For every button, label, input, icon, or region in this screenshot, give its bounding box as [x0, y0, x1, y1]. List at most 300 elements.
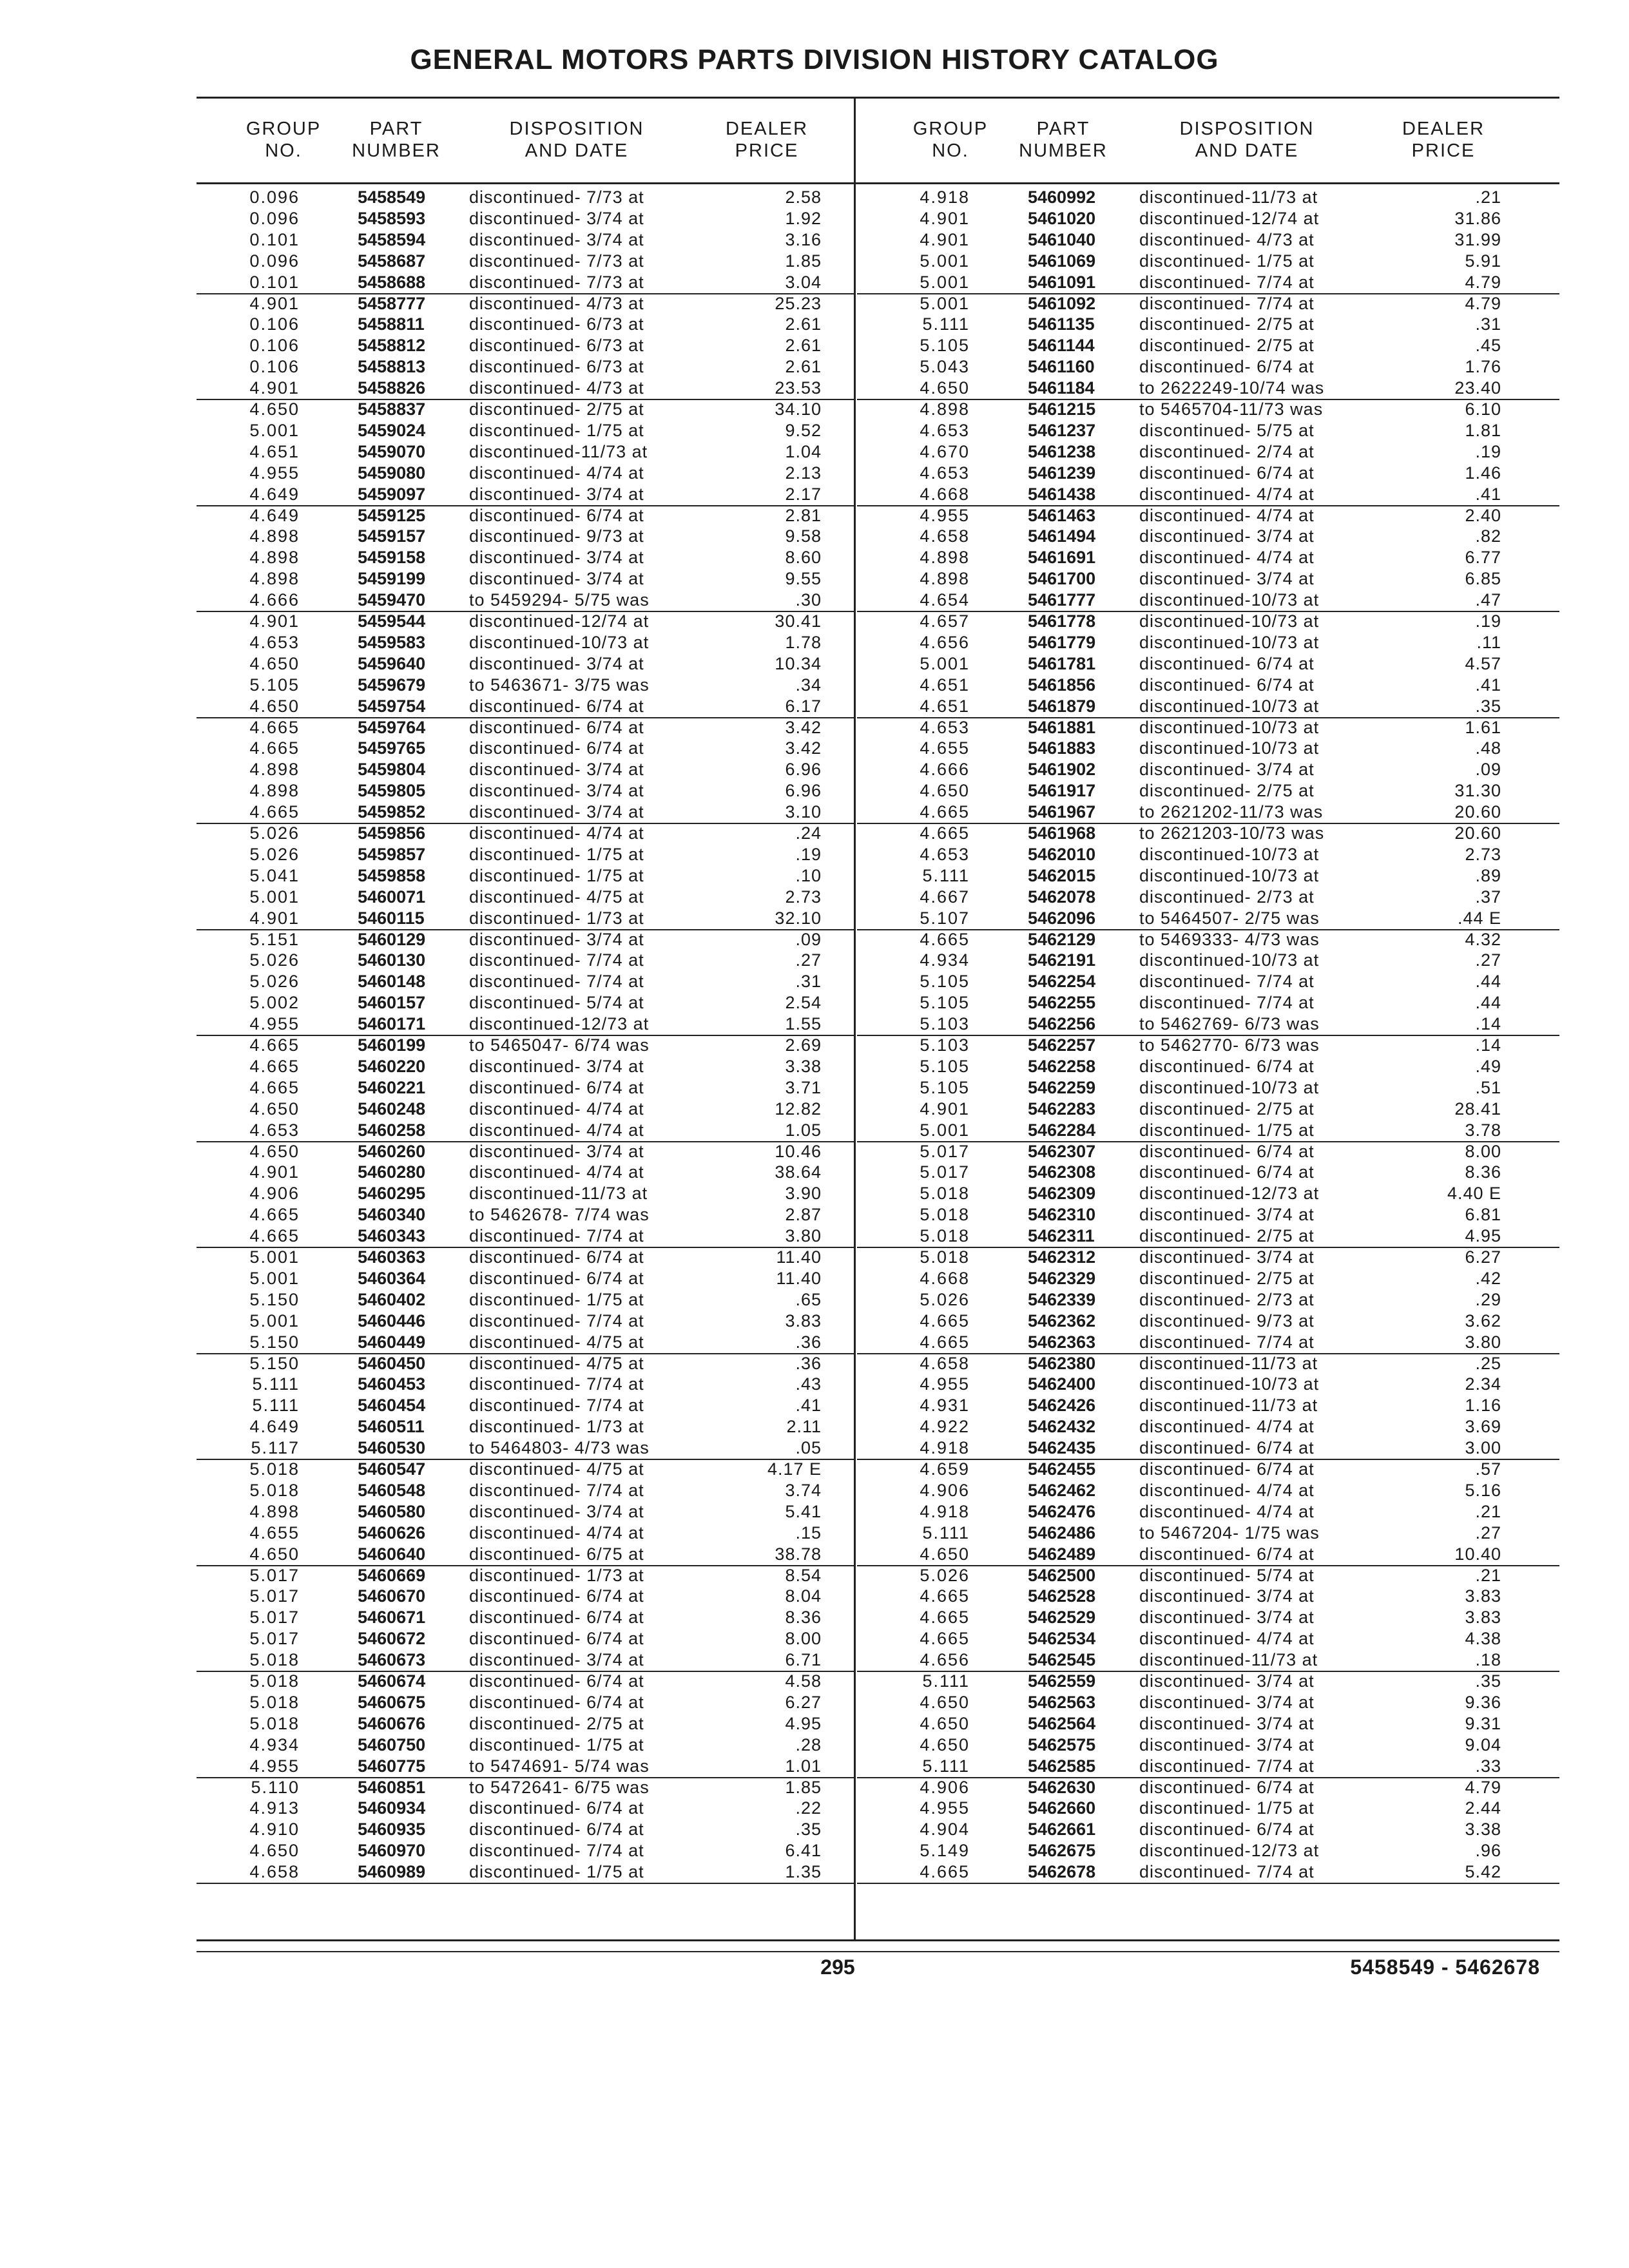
table-row — [857, 441, 1559, 463]
table-row — [857, 526, 1559, 547]
dealer-price: 10.46 — [775, 1141, 822, 1161]
disposition: discontinued- 2/75 at — [1139, 1099, 1315, 1119]
dealer-price: 1.46 — [1465, 463, 1501, 483]
group-no: 4.650 — [920, 1544, 970, 1564]
dealer-price: 25.23 — [775, 293, 822, 313]
part-number: 5462661 — [1028, 1820, 1096, 1840]
disposition: discontinued-12/74 at — [469, 611, 650, 631]
table-row — [857, 1247, 1559, 1268]
part-number: 5461135 — [1028, 314, 1095, 334]
dealer-price: 2.81 — [785, 505, 822, 525]
disposition: discontinued- 7/74 at — [1139, 1756, 1315, 1776]
group-no: 4.650 — [920, 781, 970, 801]
group-no: 4.665 — [249, 1205, 300, 1225]
disposition: discontinued-12/73 at — [1139, 1184, 1320, 1204]
dealer-price: .82 — [1475, 526, 1501, 546]
disposition: discontinued-12/73 at — [469, 1014, 650, 1034]
group-no: 5.117 — [251, 1438, 300, 1458]
table-row — [857, 1353, 1559, 1374]
dealer-price: .37 — [1475, 887, 1501, 907]
part-number: 5459805 — [358, 781, 426, 801]
disposition: discontinued- 4/74 at — [469, 463, 644, 483]
part-number: 5458813 — [358, 357, 426, 377]
disposition: to 5469333- 4/73 was — [1139, 929, 1320, 949]
part-number: 5461091 — [1028, 272, 1096, 292]
dealer-price: 8.36 — [785, 1608, 822, 1628]
table-row — [197, 441, 854, 463]
group-no: 4.658 — [920, 526, 970, 546]
part-number: 5458549 — [358, 187, 426, 207]
group-no: 5.001 — [249, 420, 300, 440]
table-row — [197, 675, 854, 696]
disposition: discontinued- 3/74 at — [469, 484, 644, 504]
disposition: discontinued- 4/73 at — [1139, 229, 1315, 249]
part-number: 5462191 — [1028, 950, 1096, 970]
part-number: 5462500 — [1028, 1565, 1096, 1585]
table-row — [857, 1311, 1559, 1332]
dealer-price: .19 — [1475, 611, 1501, 631]
disposition: discontinued-10/73 at — [1139, 696, 1320, 716]
disposition: discontinued- 7/74 at — [469, 1374, 644, 1394]
dealer-price: 2.69 — [785, 1035, 822, 1055]
table-row — [857, 1861, 1559, 1884]
disposition: discontinued- 4/74 at — [1139, 1417, 1315, 1437]
group-no: 4.955 — [249, 1756, 300, 1776]
part-number: 5460248 — [358, 1099, 426, 1119]
table-row — [857, 611, 1559, 632]
part-number: 5460295 — [358, 1184, 426, 1204]
part-number: 5462534 — [1028, 1629, 1096, 1649]
dealer-price: 30.41 — [775, 611, 822, 631]
table-row — [857, 1480, 1559, 1501]
table-row — [857, 844, 1559, 865]
dealer-price: 8.60 — [785, 548, 822, 568]
disposition: discontinued- 4/73 at — [469, 293, 644, 313]
dealer-price: .31 — [1475, 314, 1501, 334]
part-number: 5462675 — [1028, 1841, 1096, 1861]
group-no: 4.918 — [920, 187, 970, 207]
disposition: to 5472641- 6/75 was — [469, 1777, 650, 1797]
part-number: 5461881 — [1028, 717, 1096, 737]
dealer-price: 3.83 — [785, 1311, 822, 1331]
part-number: 5462010 — [1028, 844, 1096, 864]
group-no: 4.955 — [920, 505, 970, 525]
table-row — [197, 653, 854, 675]
table-row — [197, 780, 854, 802]
table-row — [197, 696, 854, 718]
dealer-price: 11.40 — [776, 1247, 822, 1267]
table-row — [197, 802, 854, 824]
group-no: 4.665 — [920, 1629, 970, 1649]
table-row — [857, 717, 1559, 738]
part-number: 5460130 — [358, 950, 426, 970]
dealer-price: .36 — [795, 1353, 822, 1373]
right-header-part: PART NUMBER — [1019, 119, 1108, 161]
disposition: discontinued- 6/74 at — [469, 505, 644, 525]
dealer-price: 2.61 — [785, 336, 822, 356]
dealer-price: .44 — [1475, 972, 1501, 992]
page-number: 295 — [820, 1956, 855, 1979]
dealer-price: 9.58 — [785, 526, 822, 546]
disposition: discontinued- 1/75 at — [469, 844, 644, 864]
dealer-price: .14 — [1475, 1014, 1501, 1034]
group-no: 0.096 — [249, 251, 300, 271]
table-row — [857, 1162, 1559, 1183]
group-no: 5.017 — [920, 1162, 970, 1182]
disposition: discontinued- 6/74 at — [469, 1268, 644, 1288]
part-number: 5462564 — [1028, 1713, 1096, 1733]
disposition: discontinued- 6/74 at — [469, 696, 644, 716]
part-number: 5459544 — [358, 611, 426, 631]
disposition: discontinued- 2/75 at — [1139, 314, 1315, 334]
part-number: 5460675 — [358, 1692, 426, 1712]
part-number: 5462310 — [1028, 1205, 1096, 1225]
table-row — [197, 1395, 854, 1416]
group-no: 5.001 — [920, 293, 970, 313]
group-no: 5.111 — [922, 1756, 970, 1776]
group-no: 5.026 — [249, 972, 300, 992]
disposition: discontinued- 7/74 at — [1139, 1332, 1315, 1352]
part-number: 5460115 — [358, 908, 425, 928]
part-number: 5462486 — [1028, 1523, 1096, 1542]
part-number: 5460260 — [358, 1141, 426, 1161]
dealer-price: 8.04 — [785, 1586, 822, 1606]
part-number: 5462528 — [1028, 1586, 1096, 1606]
group-no: 5.150 — [249, 1289, 300, 1309]
dealer-price: 4.95 — [785, 1713, 822, 1733]
table-row — [197, 1162, 854, 1183]
dealer-price: 3.38 — [785, 1056, 822, 1076]
part-number: 5460992 — [1028, 187, 1096, 207]
disposition: to 5463671- 3/75 was — [469, 675, 650, 695]
dealer-price: 3.90 — [785, 1184, 822, 1204]
table-row — [857, 1756, 1559, 1778]
disposition: discontinued- 3/74 at — [469, 569, 644, 589]
part-number: 5460258 — [358, 1120, 426, 1140]
dealer-price: .96 — [1475, 1841, 1501, 1861]
disposition: discontinued- 6/74 at — [469, 1671, 644, 1691]
group-no: 5.149 — [920, 1841, 970, 1861]
disposition: discontinued- 1/75 at — [469, 1735, 644, 1754]
part-number: 5460449 — [358, 1332, 426, 1352]
part-number: 5460221 — [358, 1077, 426, 1097]
table-row — [857, 1014, 1559, 1036]
part-number: 5462462 — [1028, 1480, 1096, 1500]
group-no: 4.650 — [920, 1735, 970, 1754]
table-row — [857, 1437, 1559, 1460]
part-number: 5462078 — [1028, 887, 1096, 907]
part-number: 5460669 — [358, 1565, 426, 1585]
group-no: 4.650 — [249, 1544, 300, 1564]
table-row — [857, 378, 1559, 400]
group-no: 4.656 — [920, 632, 970, 652]
dealer-price: 6.77 — [1465, 548, 1501, 568]
table-row — [197, 950, 854, 971]
table-row — [857, 229, 1559, 251]
dealer-price: 6.96 — [785, 760, 822, 780]
dealer-price: 3.78 — [1465, 1120, 1501, 1140]
part-number: 5459856 — [358, 823, 426, 843]
disposition: discontinued- 7/74 at — [469, 1311, 644, 1331]
disposition: discontinued- 4/74 at — [1139, 1480, 1315, 1500]
disposition: discontinued- 1/75 at — [469, 420, 644, 440]
disposition: discontinued- 7/74 at — [1139, 293, 1315, 313]
disposition: discontinued- 7/73 at — [469, 187, 644, 207]
group-no: 4.650 — [920, 378, 970, 398]
table-row — [197, 229, 854, 251]
part-number: 5458594 — [358, 229, 426, 249]
part-number: 5462329 — [1028, 1268, 1096, 1288]
part-number: 5462339 — [1028, 1289, 1096, 1309]
dealer-price: 1.35 — [785, 1862, 822, 1882]
dealer-price: .41 — [795, 1396, 822, 1416]
part-number: 5460673 — [358, 1650, 426, 1670]
header-rule — [197, 182, 1559, 184]
part-number: 5460454 — [358, 1396, 426, 1416]
disposition: to 5462678- 7/74 was — [469, 1205, 650, 1225]
group-no: 5.103 — [920, 1014, 970, 1034]
table-row — [857, 929, 1559, 950]
disposition: discontinued- 3/74 at — [469, 1501, 644, 1521]
group-no: 4.922 — [920, 1417, 970, 1437]
table-row — [857, 1735, 1559, 1756]
dealer-price: 2.87 — [785, 1205, 822, 1225]
dealer-price: 5.41 — [785, 1501, 822, 1521]
dealer-price: .27 — [795, 950, 822, 970]
disposition: to 5465704-11/73 was — [1139, 399, 1324, 419]
part-range: 5458549 - 5462678 — [1350, 1956, 1540, 1979]
table-row — [857, 1777, 1559, 1798]
dealer-price: 8.54 — [785, 1565, 822, 1585]
table-row — [857, 251, 1559, 272]
group-no: 4.665 — [920, 929, 970, 949]
dealer-price: 2.73 — [785, 887, 822, 907]
disposition: discontinued- 6/74 at — [469, 738, 644, 758]
group-no: 5.018 — [249, 1713, 300, 1733]
dealer-price: 3.16 — [785, 229, 822, 249]
part-number: 5460935 — [358, 1820, 426, 1840]
table-row — [197, 505, 854, 526]
disposition: discontinued- 3/74 at — [469, 229, 644, 249]
group-no: 5.018 — [920, 1205, 970, 1225]
disposition: discontinued- 7/73 at — [469, 272, 644, 292]
table-row — [857, 1692, 1559, 1713]
part-number: 5462258 — [1028, 1056, 1096, 1076]
disposition: discontinued- 3/74 at — [469, 653, 644, 673]
group-no: 5.105 — [920, 336, 970, 356]
dealer-price: 4.79 — [1465, 272, 1501, 292]
table-row — [857, 505, 1559, 526]
dealer-price: 31.30 — [1454, 781, 1501, 801]
table-row — [857, 1671, 1559, 1692]
disposition: discontinued- 6/74 at — [1139, 1777, 1315, 1797]
disposition: discontinued- 4/74 at — [1139, 484, 1315, 504]
group-no: 4.650 — [249, 653, 300, 673]
dealer-price: 6.27 — [785, 1692, 822, 1712]
group-no: 4.653 — [920, 420, 970, 440]
table-row — [197, 420, 854, 441]
disposition: discontinued-10/73 at — [1139, 632, 1320, 652]
group-no: 5.018 — [920, 1226, 970, 1246]
dealer-price: 34.10 — [775, 399, 822, 419]
part-number: 5461779 — [1028, 632, 1096, 652]
disposition: discontinued- 3/74 at — [469, 1141, 644, 1161]
disposition: discontinued- 6/74 at — [469, 1798, 644, 1818]
disposition: discontinued- 6/74 at — [1139, 357, 1315, 377]
dealer-price: .30 — [795, 590, 822, 610]
disposition: to 5464803- 4/73 was — [469, 1438, 650, 1458]
table-row — [197, 1120, 854, 1142]
part-number: 5461883 — [1028, 738, 1096, 758]
group-no: 4.934 — [920, 950, 970, 970]
dealer-price: 6.71 — [785, 1650, 822, 1670]
table-row — [857, 1501, 1559, 1523]
table-row — [197, 738, 854, 759]
table-row — [857, 187, 1559, 208]
table-row — [857, 738, 1559, 759]
dealer-price: .49 — [1475, 1056, 1501, 1076]
disposition: discontinued- 6/74 at — [469, 1586, 644, 1606]
dealer-price: 2.11 — [786, 1417, 822, 1437]
table-row — [857, 463, 1559, 484]
table-row — [857, 865, 1559, 887]
disposition: discontinued-11/73 at — [469, 441, 648, 461]
table-row — [197, 1035, 854, 1056]
group-no: 4.665 — [920, 1586, 970, 1606]
dealer-price: 3.83 — [1465, 1586, 1501, 1606]
group-no: 4.901 — [920, 208, 970, 228]
disposition: discontinued- 2/74 at — [1139, 441, 1315, 461]
group-no: 5.103 — [920, 1035, 970, 1055]
left-header-group: GROUP NO. — [246, 119, 322, 161]
table-row — [857, 780, 1559, 802]
disposition: discontinued- 6/73 at — [469, 336, 644, 356]
group-no: 5.111 — [252, 1396, 300, 1416]
table-row — [857, 1586, 1559, 1607]
disposition: discontinued- 7/74 at — [469, 1480, 644, 1500]
table-row — [197, 356, 854, 378]
group-no: 4.653 — [920, 844, 970, 864]
part-number: 5462259 — [1028, 1077, 1096, 1097]
disposition: discontinued- 7/74 at — [469, 972, 644, 992]
part-number: 5462476 — [1028, 1501, 1096, 1521]
table-row — [197, 992, 854, 1014]
group-no: 5.026 — [920, 1565, 970, 1585]
disposition: discontinued-10/73 at — [1139, 950, 1320, 970]
disposition: discontinued- 3/74 at — [1139, 526, 1315, 546]
disposition: discontinued- 4/74 at — [469, 1099, 644, 1119]
dealer-price: 3.74 — [785, 1480, 822, 1500]
dealer-price: .33 — [1475, 1756, 1501, 1776]
part-number: 5461144 — [1028, 336, 1095, 356]
group-no: 5.018 — [249, 1459, 300, 1479]
dealer-price: 4.95 — [1465, 1226, 1501, 1246]
group-no: 4.898 — [920, 548, 970, 568]
dealer-price: 1.55 — [785, 1014, 822, 1034]
dealer-price: 5.91 — [1465, 251, 1501, 271]
disposition: discontinued- 2/75 at — [1139, 1226, 1315, 1246]
disposition: discontinued- 6/75 at — [469, 1544, 644, 1564]
table-row — [857, 1523, 1559, 1544]
group-no: 4.667 — [920, 887, 970, 907]
part-number: 5462255 — [1028, 993, 1096, 1013]
disposition: discontinued- 7/74 at — [469, 950, 644, 970]
part-number: 5459754 — [358, 696, 426, 716]
part-number: 5459679 — [358, 675, 426, 695]
table-row — [197, 1607, 854, 1628]
group-no: 5.105 — [920, 1056, 970, 1076]
table-row — [857, 887, 1559, 908]
top-rule — [197, 97, 1559, 99]
disposition: discontinued- 3/74 at — [1139, 569, 1315, 589]
table-row — [857, 653, 1559, 675]
part-number: 5461494 — [1028, 526, 1096, 546]
part-number: 5461778 — [1028, 611, 1096, 631]
dealer-price: 1.04 — [785, 441, 822, 461]
dealer-price: 38.64 — [775, 1162, 822, 1182]
group-no: 0.106 — [249, 357, 300, 377]
disposition: discontinued- 1/73 at — [469, 1417, 644, 1437]
part-number: 5458688 — [358, 272, 426, 292]
table-row — [857, 1120, 1559, 1142]
table-row — [857, 568, 1559, 590]
group-no: 4.649 — [249, 484, 300, 504]
table-row — [197, 1311, 854, 1332]
disposition: discontinued- 4/74 at — [469, 1523, 644, 1542]
group-no: 4.654 — [920, 590, 970, 610]
dealer-price: .89 — [1475, 865, 1501, 885]
disposition: discontinued- 3/74 at — [469, 1650, 644, 1670]
left-header-price: DEALER PRICE — [725, 119, 809, 161]
table-row — [197, 1713, 854, 1735]
group-no: 5.110 — [251, 1777, 300, 1797]
dealer-price: 4.40 E — [1447, 1184, 1501, 1204]
part-number: 5461040 — [1028, 229, 1096, 249]
group-no: 4.906 — [920, 1777, 970, 1797]
part-number: 5462455 — [1028, 1459, 1096, 1479]
table-row — [857, 1713, 1559, 1735]
dealer-price: 32.10 — [775, 908, 822, 928]
disposition: discontinued- 7/74 at — [469, 1396, 644, 1416]
disposition: discontinued- 6/74 at — [469, 1692, 644, 1712]
dealer-price: 3.04 — [785, 272, 822, 292]
group-no: 4.665 — [249, 1056, 300, 1076]
group-no: 5.001 — [920, 251, 970, 271]
table-row — [197, 251, 854, 272]
table-row — [857, 1374, 1559, 1395]
group-no: 4.653 — [920, 717, 970, 737]
dealer-price: 9.52 — [785, 420, 822, 440]
group-no: 4.665 — [249, 1035, 300, 1055]
disposition: discontinued- 3/74 at — [1139, 1735, 1315, 1754]
part-number: 5461092 — [1028, 293, 1096, 313]
table-row — [857, 802, 1559, 824]
table-row — [857, 696, 1559, 718]
dealer-price: 3.83 — [1465, 1608, 1501, 1628]
disposition: discontinued- 2/75 at — [1139, 1268, 1315, 1288]
group-no: 4.898 — [249, 548, 300, 568]
table-row — [857, 1225, 1559, 1248]
part-number: 5460363 — [358, 1247, 426, 1267]
part-number: 5462308 — [1028, 1162, 1096, 1182]
group-no: 4.934 — [249, 1735, 300, 1754]
table-row — [857, 1565, 1559, 1586]
group-no: 5.107 — [920, 908, 970, 928]
table-row — [197, 547, 854, 568]
part-number: 5458777 — [358, 293, 426, 313]
disposition: discontinued- 3/74 at — [1139, 1247, 1315, 1267]
table-row — [857, 420, 1559, 441]
